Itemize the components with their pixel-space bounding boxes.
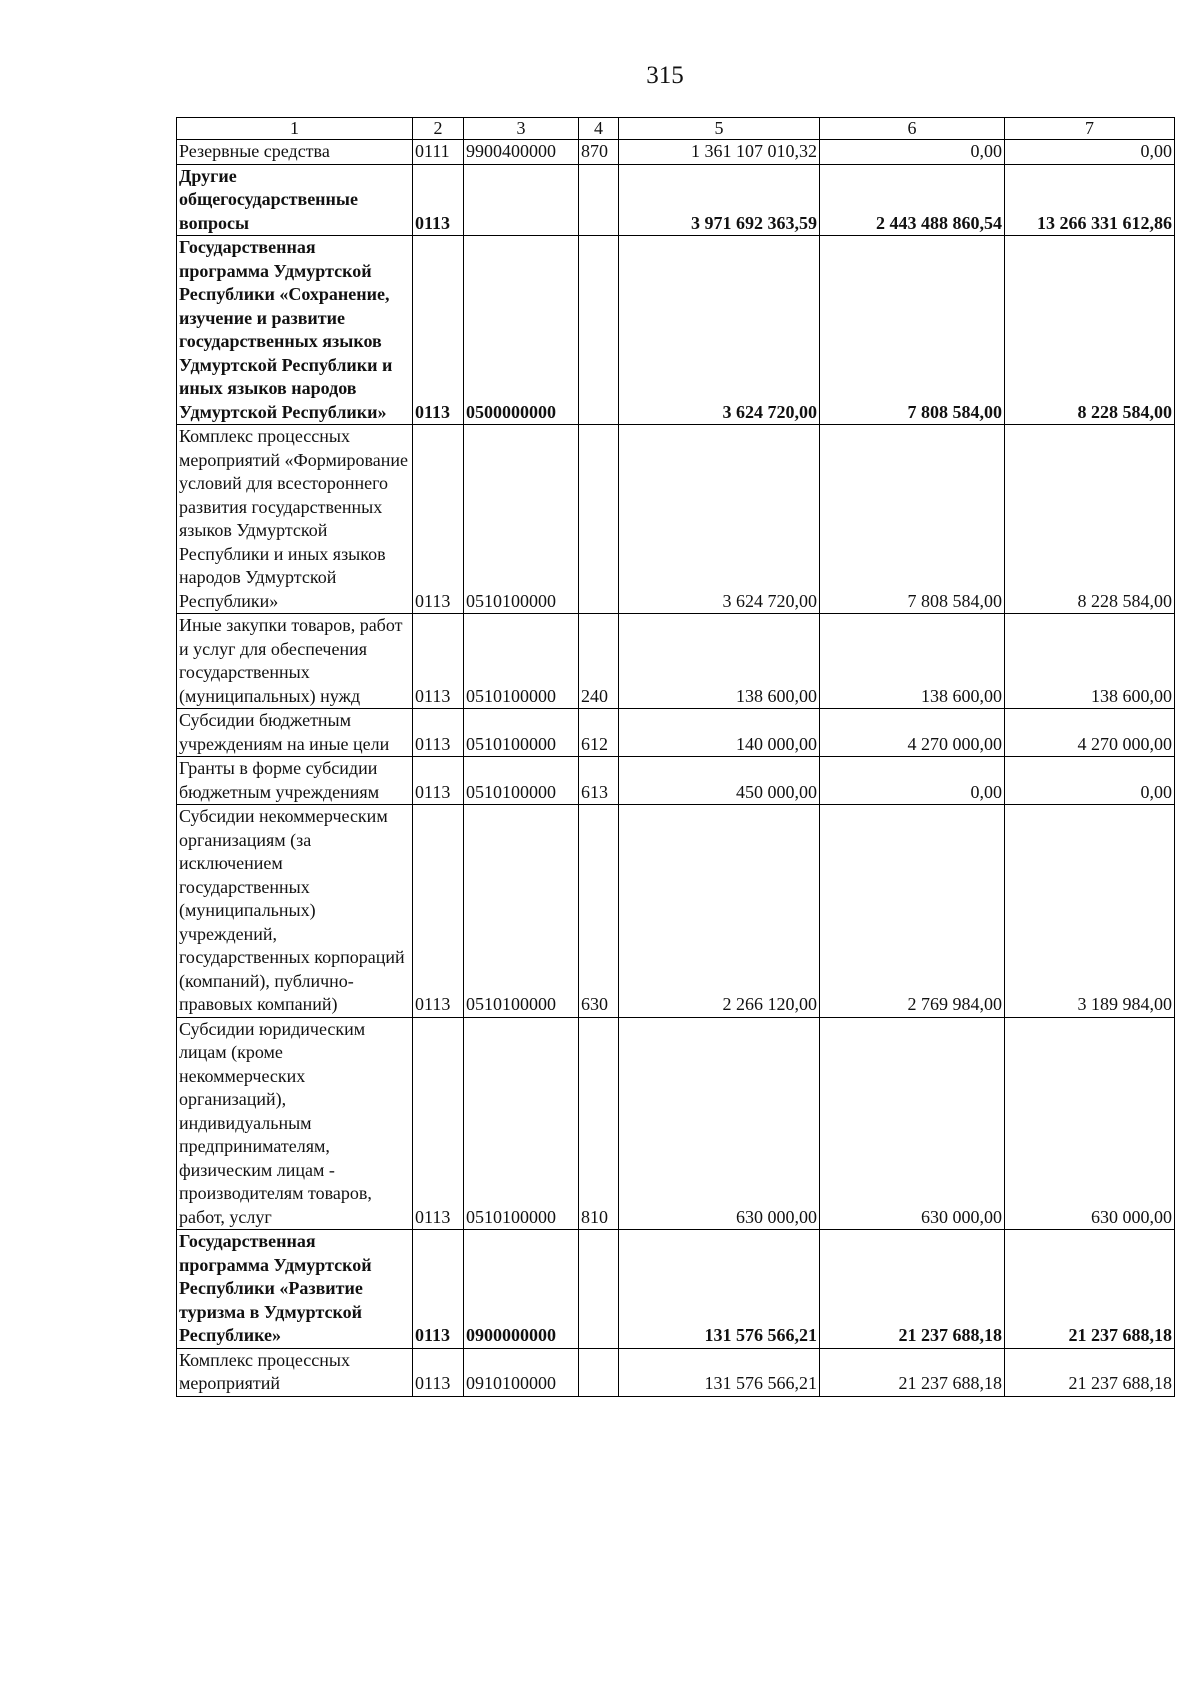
- target-article-cell: 0910100000: [464, 1348, 579, 1396]
- amount-col5-cell: 140 000,00: [619, 709, 820, 757]
- expense-type-cell: 240: [579, 614, 619, 709]
- row-name-cell: Гранты в форме субсидии бюджетным учреждениям: [177, 757, 413, 805]
- amount-col6-cell: 2 769 984,00: [820, 805, 1005, 1018]
- amount-col5-cell: 450 000,00: [619, 757, 820, 805]
- table-row: [177, 709, 1175, 757]
- amount-col7-cell: 21 237 688,18: [1005, 1230, 1175, 1349]
- amount-col5-cell: 3 624 720,00: [619, 236, 820, 425]
- amount-col6-cell: 4 270 000,00: [820, 709, 1005, 757]
- table-row: [177, 1017, 1175, 1230]
- row-name-cell: Иные закупки товаров, работ и услуг для обеспечения государственных (муниципальных) нужд: [177, 614, 413, 709]
- expense-type-cell: 613: [579, 757, 619, 805]
- target-article-cell: 0510100000: [464, 425, 579, 614]
- row-name-cell: Государственная программа Удмуртской Республики «Сохранение, изучение и развитие государственных языков Удмуртской Республики и иных языков народов Удмуртской Республики»: [177, 236, 413, 425]
- table-row: [177, 236, 1175, 425]
- amount-col7-cell: 4 270 000,00: [1005, 709, 1175, 757]
- table-row: [177, 140, 1175, 165]
- amount-col6-cell: 21 237 688,18: [820, 1348, 1005, 1396]
- amount-col5-cell: 630 000,00: [619, 1017, 820, 1230]
- row-name-cell: Комплекс процессных мероприятий «Формирование условий для всестороннего развития государственных языков Удмуртской Республики и иных языков народов Удмуртской Республики»: [177, 425, 413, 614]
- section-code-cell: 0113: [413, 236, 464, 425]
- expense-type-cell: [579, 164, 619, 236]
- row-name-cell: Субсидии некоммерческим организациям (за исключением государственных (муниципальных) учреждений, государственных корпораций (компаний), публично-правовых компаний): [177, 805, 413, 1018]
- table-row: [177, 425, 1175, 614]
- amount-col7-cell: 3 189 984,00: [1005, 805, 1175, 1018]
- column-header: 6: [820, 118, 1005, 140]
- page-number: 315: [646, 62, 684, 89]
- target-article-cell: [464, 164, 579, 236]
- amount-col6-cell: 0,00: [820, 140, 1005, 165]
- column-header: 7: [1005, 118, 1175, 140]
- target-article-cell: 0510100000: [464, 1017, 579, 1230]
- section-code-cell: 0113: [413, 1348, 464, 1396]
- expense-type-cell: [579, 236, 619, 425]
- expense-type-cell: [579, 425, 619, 614]
- expense-type-cell: 612: [579, 709, 619, 757]
- row-name-cell: Субсидии юридическим лицам (кроме некоммерческих организаций), индивидуальным предпринимателям, физическим лицам - производителям товаров, работ, услуг: [177, 1017, 413, 1230]
- target-article-cell: 0500000000: [464, 236, 579, 425]
- amount-col6-cell: 138 600,00: [820, 614, 1005, 709]
- amount-col7-cell: 0,00: [1005, 140, 1175, 165]
- column-header: 2: [413, 118, 464, 140]
- amount-col7-cell: 138 600,00: [1005, 614, 1175, 709]
- section-code-cell: 0113: [413, 1017, 464, 1230]
- amount-col7-cell: 8 228 584,00: [1005, 425, 1175, 614]
- section-code-cell: 0113: [413, 164, 464, 236]
- amount-col5-cell: 3 971 692 363,59: [619, 164, 820, 236]
- section-code-cell: 0113: [413, 425, 464, 614]
- expense-type-cell: 630: [579, 805, 619, 1018]
- amount-col7-cell: 8 228 584,00: [1005, 236, 1175, 425]
- row-name-cell: Субсидии бюджетным учреждениям на иные цели: [177, 709, 413, 757]
- section-code-cell: 0113: [413, 805, 464, 1018]
- column-header: 3: [464, 118, 579, 140]
- section-code-cell: 0113: [413, 757, 464, 805]
- target-article-cell: 0510100000: [464, 614, 579, 709]
- amount-col7-cell: 21 237 688,18: [1005, 1348, 1175, 1396]
- amount-col6-cell: 0,00: [820, 757, 1005, 805]
- amount-col6-cell: 21 237 688,18: [820, 1230, 1005, 1349]
- table-row: [177, 164, 1175, 236]
- amount-col6-cell: 630 000,00: [820, 1017, 1005, 1230]
- amount-col5-cell: 2 266 120,00: [619, 805, 820, 1018]
- table-row: [177, 805, 1175, 1018]
- amount-col7-cell: 13 266 331 612,86: [1005, 164, 1175, 236]
- section-code-cell: 0113: [413, 1230, 464, 1349]
- amount-col5-cell: 131 576 566,21: [619, 1348, 820, 1396]
- table-body: [177, 118, 1175, 1397]
- column-header: 1: [177, 118, 413, 140]
- column-header: 4: [579, 118, 619, 140]
- target-article-cell: 0510100000: [464, 757, 579, 805]
- target-article-cell: 0900000000: [464, 1230, 579, 1349]
- column-header: 5: [619, 118, 820, 140]
- expense-type-cell: [579, 1348, 619, 1396]
- section-code-cell: 0113: [413, 614, 464, 709]
- table-row: [177, 1348, 1175, 1396]
- expense-type-cell: [579, 1230, 619, 1349]
- section-code-cell: 0111: [413, 140, 464, 165]
- budget-table: [176, 117, 1175, 1397]
- target-article-cell: 0510100000: [464, 805, 579, 1018]
- section-code-cell: 0113: [413, 709, 464, 757]
- row-name-cell: Другие общегосударственные вопросы: [177, 164, 413, 236]
- target-article-cell: 9900400000: [464, 140, 579, 165]
- column-number-row: [177, 118, 1175, 140]
- row-name-cell: Государственная программа Удмуртской Республики «Развитие туризма в Удмуртской Республике»: [177, 1230, 413, 1349]
- amount-col5-cell: 131 576 566,21: [619, 1230, 820, 1349]
- amount-col7-cell: 0,00: [1005, 757, 1175, 805]
- table-row: [177, 1230, 1175, 1349]
- target-article-cell: 0510100000: [464, 709, 579, 757]
- expense-type-cell: 870: [579, 140, 619, 165]
- row-name-cell: Резервные средства: [177, 140, 413, 165]
- amount-col6-cell: 7 808 584,00: [820, 236, 1005, 425]
- amount-col7-cell: 630 000,00: [1005, 1017, 1175, 1230]
- table-row: [177, 757, 1175, 805]
- amount-col5-cell: 138 600,00: [619, 614, 820, 709]
- table-row: [177, 614, 1175, 709]
- amount-col5-cell: 3 624 720,00: [619, 425, 820, 614]
- amount-col6-cell: 2 443 488 860,54: [820, 164, 1005, 236]
- expense-type-cell: 810: [579, 1017, 619, 1230]
- amount-col6-cell: 7 808 584,00: [820, 425, 1005, 614]
- amount-col5-cell: 1 361 107 010,32: [619, 140, 820, 165]
- row-name-cell: Комплекс процессных мероприятий: [177, 1348, 413, 1396]
